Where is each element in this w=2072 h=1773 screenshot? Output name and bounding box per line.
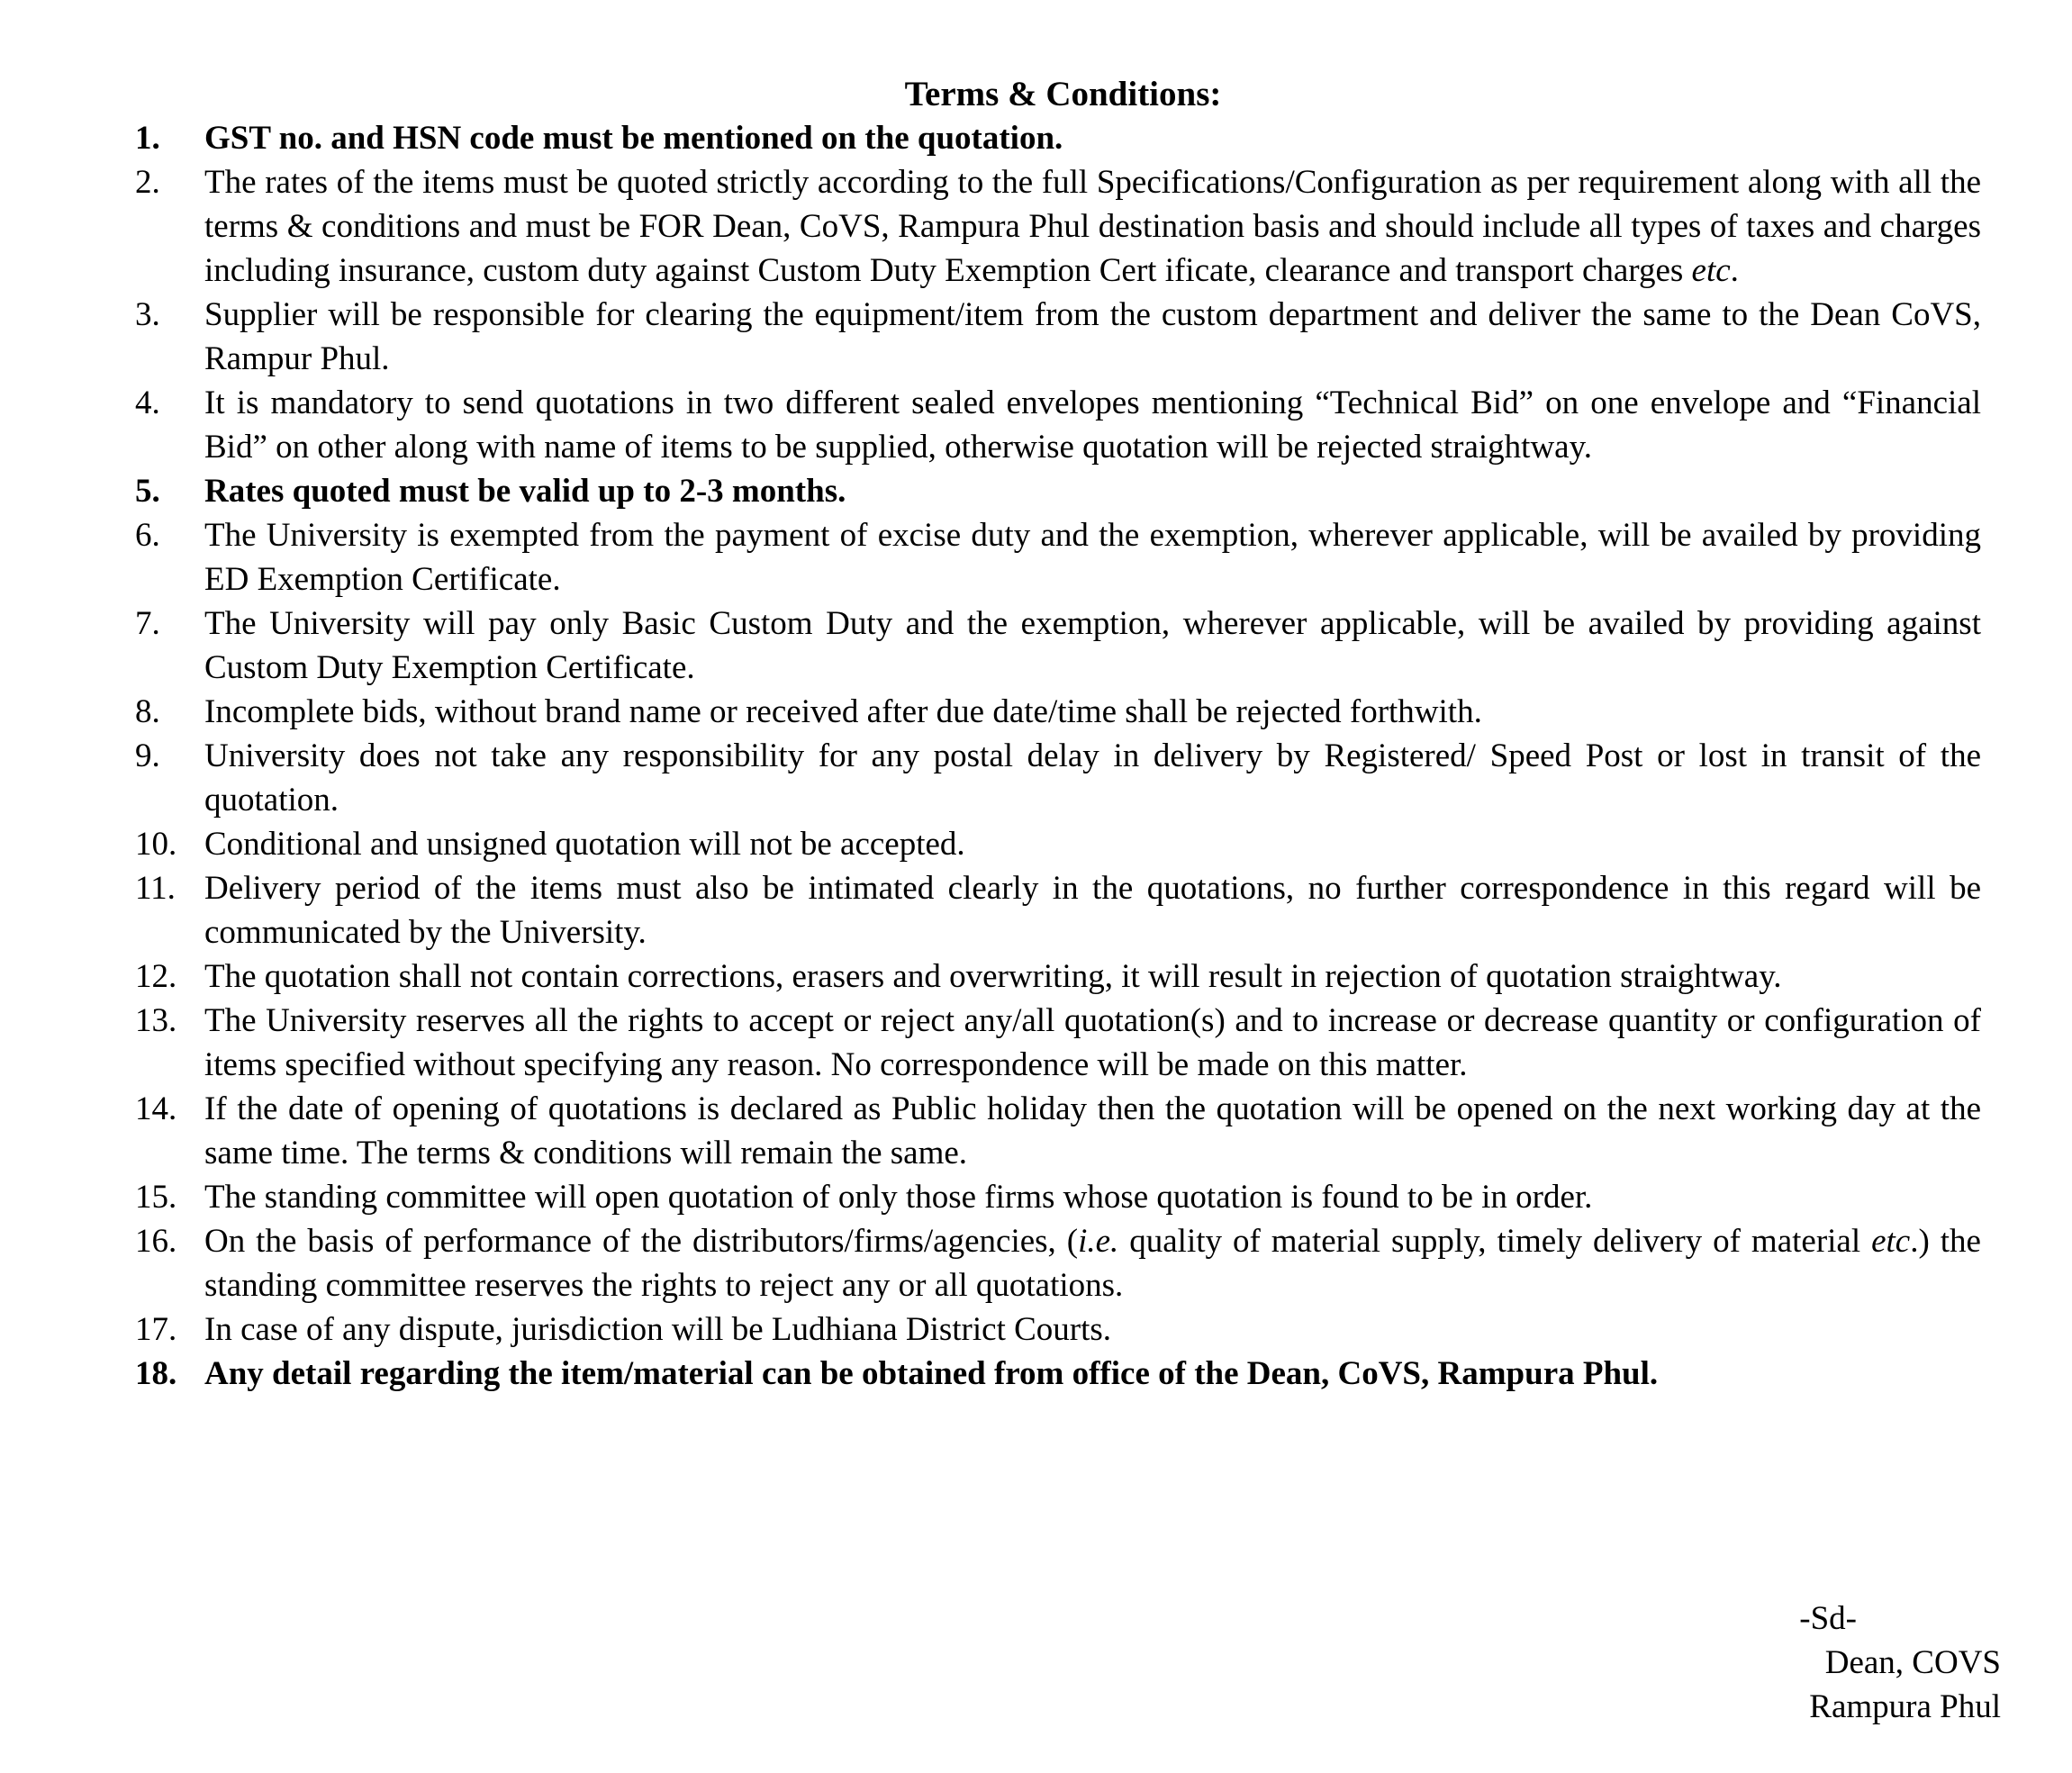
term-item: [135, 116, 1981, 160]
term-number: 3.: [135, 296, 160, 333]
term-item: [135, 822, 1981, 866]
term-number: 11.: [135, 870, 176, 907]
term-number: 4.: [135, 384, 160, 421]
term-number: 9.: [135, 737, 160, 774]
term-text: The rates of the items must be quoted strictly according to the full Specifications/Configuration as per requirement along with all the terms & conditions and must be FOR Dean, CoVS, Rampura Phul destination basis and should include all types of taxes and charges including insurance, custom duty against Custom Duty Exemption Cert ificate, clearance and transport charges etc.: [204, 164, 1981, 289]
term-text: University does not take any responsibility for any postal delay in delivery by Registered/ Speed Post or lost in transit of the quotation.: [204, 737, 1981, 819]
terms-heading: Terms & Conditions:: [904, 75, 1222, 113]
term-item: [135, 954, 1981, 999]
terms-list: [135, 116, 1981, 1396]
term-number: 6.: [135, 517, 160, 554]
term-text: Rates quoted must be valid up to 2-3 months.: [204, 473, 846, 510]
term-text: Supplier will be responsible for clearing the equipment/item from the custom department and deliver the same to the Dean CoVS, Rampur Phul.: [204, 296, 1981, 377]
term-item: [135, 1219, 1981, 1307]
term-item: [135, 513, 1981, 602]
term-item: [135, 999, 1981, 1087]
term-number: 13.: [135, 1002, 177, 1039]
term-text: In case of any dispute, jurisdiction will be Ludhiana District Courts.: [204, 1311, 1112, 1348]
term-item: [135, 293, 1981, 381]
term-number: 10.: [135, 826, 177, 863]
signature-designation: Dean, COVS: [1824, 1644, 2001, 1681]
term-text: The quotation shall not contain corrections, erasers and overwriting, it will result in rejection of quotation straightway.: [204, 958, 1782, 995]
signature-sd: -Sd-: [1799, 1600, 1857, 1637]
term-number: 18.: [135, 1355, 177, 1392]
term-number: 7.: [135, 605, 160, 642]
term-item: [135, 1352, 1981, 1396]
term-item: [135, 866, 1981, 954]
term-text: The University will pay only Basic Custom Duty and the exemption, wherever applicable, will be availed by providing against Custom Duty Exemption Certificate.: [204, 605, 1981, 686]
term-text: The University reserves all the rights to accept or reject any/all quotation(s) and to increase or decrease quantity or configuration of items specified without specifying any reason. No correspondence will be made on this matter.: [204, 1002, 1981, 1083]
term-number: 15.: [135, 1179, 177, 1216]
term-number: 1.: [135, 120, 160, 157]
signature-place: Rampura Phul: [1809, 1688, 2001, 1725]
term-text: GST no. and HSN code must be mentioned on the quotation.: [204, 120, 1063, 157]
term-item: [135, 602, 1981, 690]
signature-block: [1731, 1597, 2001, 1729]
term-number: 12.: [135, 958, 177, 995]
term-text: Conditional and unsigned quotation will not be accepted.: [204, 826, 965, 863]
term-number: 16.: [135, 1223, 177, 1260]
term-text: If the date of opening of quotations is declared as Public holiday then the quotation will be opened on the next working day at the same time. The terms & conditions will remain the same.: [204, 1090, 1981, 1171]
term-text: The standing committee will open quotation of only those firms whose quotation is found to be in order.: [204, 1179, 1593, 1216]
term-item: [135, 469, 1981, 513]
term-text: It is mandatory to send quotations in two different sealed envelopes mentioning “Technical Bid” on one envelope and “Financial Bid” on other along with name of items to be supplied, otherwise quotation will be rejected straightway.: [204, 384, 1981, 466]
term-item: [135, 734, 1981, 822]
term-text: Any detail regarding the item/material can be obtained from office of the Dean, CoVS, Rampura Phul.: [204, 1355, 1659, 1392]
term-text: Delivery period of the items must also be intimated clearly in the quotations, no further correspondence in this regard will be communicated by the University.: [204, 870, 1981, 951]
term-number: 17.: [135, 1311, 177, 1348]
term-number: 5.: [135, 473, 160, 510]
term-text: On the basis of performance of the distributors/firms/agencies, (i.e. quality of material supply, timely delivery of material etc.) the standing committee reserves the rights to reject any or all quotations.: [204, 1223, 1981, 1304]
term-number: 2.: [135, 164, 160, 201]
term-number: 8.: [135, 693, 160, 730]
term-item: [135, 381, 1981, 469]
term-text: The University is exempted from the payment of excise duty and the exemption, wherever applicable, will be availed by providing ED Exemption Certificate.: [204, 517, 1981, 598]
term-item: [135, 690, 1981, 734]
term-item: [135, 1087, 1981, 1175]
term-item: [135, 160, 1981, 293]
term-item: [135, 1307, 1981, 1352]
term-text: Incomplete bids, without brand name or received after due date/time shall be rejected forthwith.: [204, 693, 1482, 730]
term-item: [135, 1175, 1981, 1219]
term-number: 14.: [135, 1090, 177, 1127]
